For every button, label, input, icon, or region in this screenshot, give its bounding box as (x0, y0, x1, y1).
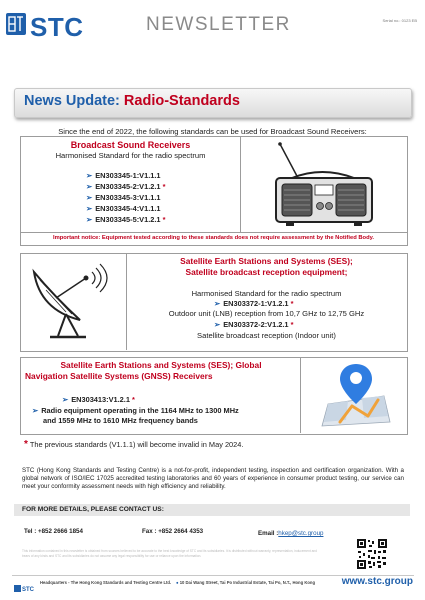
tel-number: +852 2666 1854 (38, 528, 83, 535)
about-stc-text: STC (Hong Kong Standards and Testing Centre) is a not-for-profit, independent testing, inspection and certification organization. With a global network of ISO/IEC 17025 accredited testing laboratories and 60 years of experience in consumer product testing, our service can meet your conformity assessment needs with high efficiency and reliability. (22, 467, 404, 490)
location-icon: ● (176, 580, 179, 585)
address-text: 10 Dai Wang Street, Tai Po Industrial Estate, Tai Po, N.T., Hong Kong (179, 580, 316, 585)
fax-number: +852 2664 4353 (158, 528, 204, 535)
page-title-prefix: News Update: (24, 93, 124, 109)
section3-divider (300, 357, 301, 433)
contact-title: FOR MORE DETAILS, PLEASE CONTACT US: (22, 506, 164, 513)
section3-title (25, 360, 297, 381)
newsletter-title: NEWSLETTER (146, 14, 291, 35)
standard-item: ➢ EN303345-2:V1.2.1 * (86, 182, 166, 191)
footnote-text: The previous standards (V1.1.1) will become invalid in May 2024. (27, 440, 244, 449)
issue-reference: Serial no.: 0123 EB (382, 18, 417, 23)
hq-name: Headquarters - The Hong Kong Standards and Testing Centre Ltd. (40, 580, 172, 585)
standard-item: ➢ EN303345-3:V1.1.1 (86, 193, 161, 202)
section1-notice: Important notice: Equipment tested according to these standards does not require assessment by the Notified Body. (52, 235, 375, 241)
section1-divider (240, 136, 241, 232)
disclaimer: This information contained in this newsletter is obtained from sources believed to be accurate to the best knowledge of STC and its subsidiaries. It is distributed without warranty, representation, inducement and bears of any kinds and STC and its subsidiaries do not assume any legal responsibility for use or reliance upon the information. (22, 549, 317, 558)
section2-subtitle: Harmonised Standard for the radio spectrum (191, 289, 342, 298)
contact-fax (142, 528, 203, 535)
fax-label: Fax : (142, 528, 157, 535)
standard-description: Satellite broadcast reception (Indoor unit) (197, 331, 336, 340)
standard-item: ➢ EN303345-5:V1.2.1 * (86, 215, 166, 224)
footnote-star: * (24, 439, 28, 450)
contact-telephone (24, 528, 83, 535)
standard-item: ➢ EN303345-1:V1.1.1 (86, 171, 161, 180)
standard-item: ➢ EN303413:V1.2.1 * (62, 395, 135, 404)
intro-text: Since the end of 2022, the following standards can be used for Broadcast Sound Receivers: (58, 127, 367, 136)
footer-headquarters (40, 580, 171, 585)
footer-logo-icon (14, 579, 36, 592)
section1-notice-divider (20, 232, 407, 233)
satellite-dish-icon (26, 262, 120, 342)
email-link[interactable]: hkep@stc.group (278, 530, 324, 537)
svg-text:STC: STC (22, 587, 34, 592)
frequency-item: ➢ Radio equipment operating in the 1164 MHz to 1300 MHz (32, 406, 239, 415)
section3-title-line2: Navigation Satellite Systems (GNSS) Receivers (25, 370, 213, 381)
section1-title: Broadcast Sound Receivers (70, 140, 191, 150)
section2-title (127, 256, 406, 277)
radio-icon (262, 140, 382, 230)
page-title (24, 93, 240, 109)
tel-label: Tel : (24, 528, 37, 535)
website-link[interactable]: www.stc.group (341, 576, 413, 587)
section1-subtitle: Harmonised Standard for the radio spectrum (55, 151, 206, 160)
section2-title-line1: Satellite Earth Stations and Systems (SES); (180, 256, 353, 266)
footnote (24, 439, 243, 450)
standard-item: ➢ EN303372-1:V1.2.1 * (214, 299, 294, 308)
map-pin-icon (318, 360, 394, 430)
qr-code[interactable] (356, 538, 388, 570)
email-label: Email : (258, 530, 279, 537)
frequency-item-continued: and 1559 MHz to 1610 MHz frequency bands (43, 416, 198, 425)
section2-title-line2: Satellite broadcast reception equipment; (185, 266, 348, 277)
section3-title-line1: Satellite Earth Stations and Systems (SES); Global (60, 360, 262, 370)
brand-name: STC (30, 12, 84, 42)
page-title-topic: Radio-Standards (123, 93, 240, 109)
standard-item: ➢ EN303372-2:V1.2.1 * (214, 320, 294, 329)
standard-description: Outdoor unit (LNB) reception from 10,7 GHz to 12,75 GHz (168, 309, 365, 318)
footer-address (176, 580, 315, 585)
standard-item: ➢ EN303345-4:V1.1.1 (86, 204, 161, 213)
stc-logo-mark (6, 13, 26, 35)
contact-email (258, 530, 323, 537)
